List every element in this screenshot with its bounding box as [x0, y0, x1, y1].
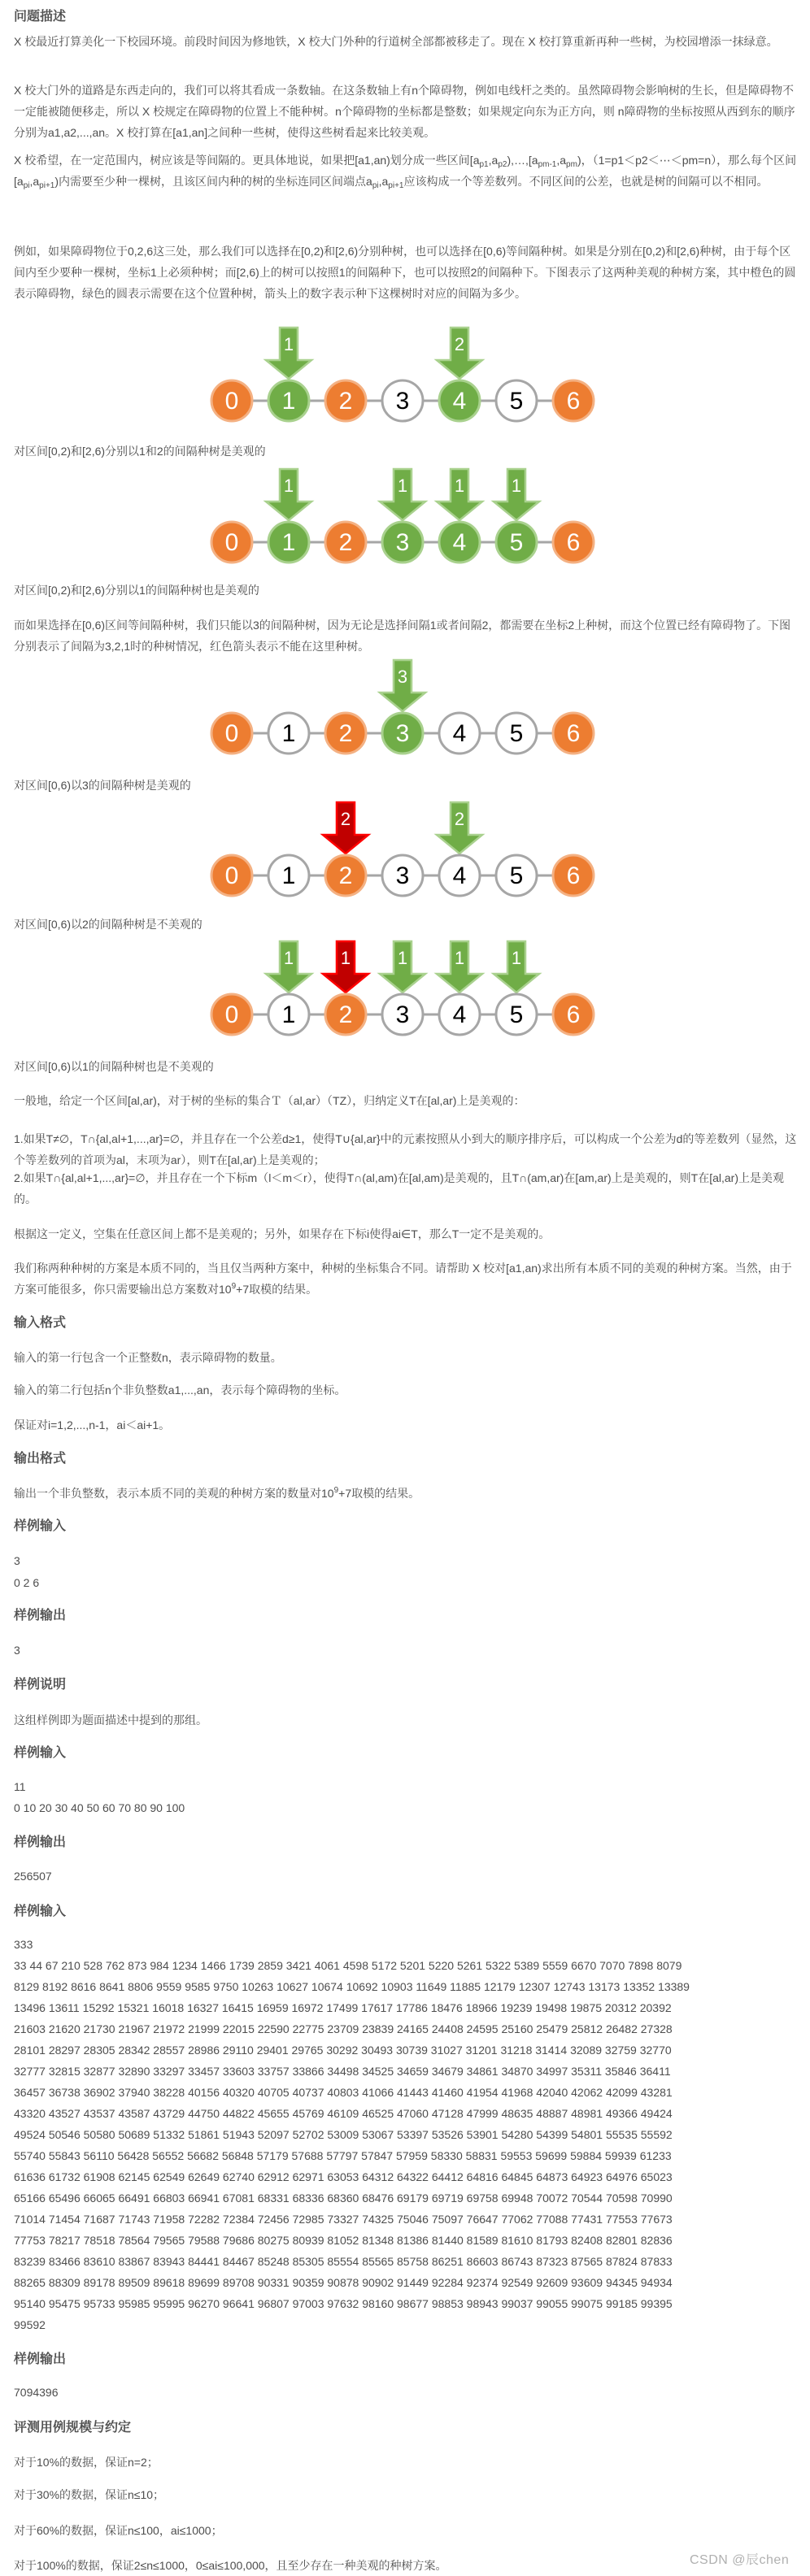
sample-3-input-line: 36457 36738 36902 37940 38228 40156 40320 40705 40737 40803 41066 41443 41460 41954 41968 42040 42062 42099 43281 [14, 2086, 673, 2099]
svg-text:6: 6 [566, 529, 581, 556]
sample-3-input-line: 28101 28297 28305 28342 28557 28986 29110 29401 29765 30292 30493 30739 31027 31201 31218 31414 32089 32759 32770 [14, 2044, 672, 2057]
sample-3-input-line: 21603 21620 21730 21967 21972 21999 22015 22590 22775 23709 23839 24165 24408 24595 25160 25479 25812 26482 27328 [14, 2022, 673, 2035]
sample-1-input-heading: 样例输入 [14, 1519, 67, 1533]
definition-rule-2: 2.如果T∩{al,al+1,...,ar}=∅，并且存在一个下标m（l＜m＜r），使得T∩(al,am)在[al,am)是美观的，且T∩(am,ar)在[am,ar)上是美观的，则T在[al,ar)上是美观的。 [14, 1171, 785, 1205]
obstacle-node [325, 522, 366, 563]
diagram-1 [195, 324, 618, 445]
sample-1-input-line-1: 3 [14, 1554, 20, 1567]
sample-2-output: 256507 [14, 1870, 52, 1883]
svg-text:2: 2 [338, 862, 353, 889]
obstacle-node [211, 994, 252, 1035]
svg-text:3: 3 [395, 720, 410, 747]
green-arrow-icon [266, 469, 311, 520]
obstacle-node [553, 380, 594, 421]
diagram-2 [195, 465, 618, 587]
svg-text:1: 1 [281, 529, 296, 556]
empty-node [268, 713, 309, 754]
tree-node [496, 522, 537, 563]
sample-3-input-line: 99592 [14, 2318, 46, 2331]
paragraph-example: 例如，如果障碍物位于0,2,6这三处，那么我们可以选择在[0,2)和[2,6)分别种树，也可以选择在[0,6)等间隔种树。如果是分别在[0,2)和[2,6)种树，由于每个区间内至少要种一棵树，坐标1上必须种树；而[2,6)上的树可以按照1的间隔种下，也可以按照2的间隔种下。下图表示了这两种美观的种树方案，其中橙色的圆表示障碍物，绿色的圆表示需要在这个位置种树，箭头上的数字表示种下这棵树时对应的间隔为多少。 [14, 245, 796, 300]
input-format-line-2: 输入的第二行包括n个非负整数a1,...,an，表示每个障碍物的坐标。 [14, 1384, 346, 1397]
sample-explain-text: 这组样例即为题面描述中提到的那组。 [14, 1714, 207, 1727]
svg-text:6: 6 [566, 1001, 581, 1028]
svg-text:1: 1 [281, 720, 296, 747]
tree-node [382, 713, 423, 754]
empty-node [382, 380, 423, 421]
svg-text:1: 1 [281, 388, 296, 415]
paragraph-intervals: X 校希望，在一定范围内，树应该是等间隔的。更具体地说，如果把[a1,an)划分成一些区间$[a_{p1},a_{p2}),\dots,[a_{pm-1},a_{pm})$，（1=p1＜p2＜⋯＜pm=n），那么每个区间$[a_{pi},a_{pi+1})$内需要至少种一棵树，且该区间内种的树的坐标连同区间端点$a_{pi},a_{pi+1}$应该构成一个等差数列。不同区间的公差，也就是树的间隔可以不相同。 [14, 154, 797, 190]
sample-1-output-heading: 样例输出 [14, 1609, 67, 1622]
input-format-line-3: 保证对i=1,2,...,n-1，ai＜ai+1。 [14, 1418, 171, 1431]
svg-text:2: 2 [338, 720, 353, 747]
green-arrow-icon [494, 469, 539, 520]
sample-3-input-line: 33 44 67 210 528 762 873 984 1234 1466 1739 2859 3421 4061 4598 5172 5201 5220 5261 5322 5389 5559 6670 7070 7898 8079 [14, 1959, 682, 1972]
paragraph-definition: 一般地，给定一个区间[al,ar)，对于树的坐标的集合Ｔ（al,ar）（TZ），归纳定义T在[al,ar)上是美观的： [14, 1094, 525, 1107]
sample-3-output-heading: 样例输出 [14, 2352, 67, 2366]
tree-node [439, 380, 480, 421]
svg-text:4: 4 [452, 388, 467, 415]
svg-text:5: 5 [509, 862, 524, 889]
paragraph-road: X 校大门外的道路是东西走向的，我们可以将其看成一条数轴。在这条数轴上有n个障碍物，例如电线杆之类的。虽然障碍物会影响树的生长，但是障碍物不一定能被随便移走，所以 X 校规定在障碍物的位置上不能种树。n个障碍物的坐标都是整数；如果规定向东为正方向，则 n障碍物的坐标按照从西到东的顺序分别为a1,a2,...,an。X 校打算在[a1,an]之间种一些树，使得这些树看起来比较美观。 [14, 84, 795, 139]
empty-node [439, 994, 480, 1035]
svg-text:4: 4 [452, 862, 467, 889]
svg-text:1: 1 [283, 948, 294, 968]
svg-text:2: 2 [454, 809, 465, 829]
red-arrow-icon [323, 802, 368, 854]
svg-text:2: 2 [338, 529, 353, 556]
sample-3-input-line: 88265 88309 89178 89509 89618 89699 89708 90331 90359 90878 90902 91449 92284 92374 92549 92609 93609 94345 94934 [14, 2276, 673, 2289]
sample-3-input-line: 49524 50546 50580 50689 51332 51861 51943 52097 52702 53009 53067 53397 53526 53901 54280 54399 54801 55535 55592 [14, 2128, 673, 2141]
empty-node [496, 994, 537, 1035]
sample-3-input-n: 333 [14, 1938, 33, 1951]
svg-text:1: 1 [511, 948, 522, 968]
svg-text:6: 6 [566, 862, 581, 889]
sample-3-input-line: 43320 43527 43537 43587 43729 44750 44822 45655 45769 46109 46525 47060 47128 47999 48635 48887 48981 49366 49424 [14, 2107, 673, 2120]
sample-3-input-line: 55740 55843 56110 56428 56552 56682 56848 57179 57688 57797 57847 57959 58330 58831 59553 59699 59884 59939 61233 [14, 2149, 672, 2162]
svg-text:4: 4 [452, 529, 467, 556]
paragraph-corollary: 根据这一定义，空集在任意区间上都不是美观的；另外，如果存在下标i使得ai∈T，那么T一定不是美观的。 [14, 1227, 551, 1240]
tree-node [439, 522, 480, 563]
tree-node [382, 522, 423, 563]
obstacle-node [553, 855, 594, 896]
svg-text:3: 3 [397, 667, 408, 687]
obstacle-node [211, 380, 252, 421]
green-arrow-icon [380, 660, 425, 711]
empty-node [268, 855, 309, 896]
green-arrow-icon [437, 328, 482, 379]
svg-text:1: 1 [340, 948, 351, 968]
sample-3-input-line: 65166 65496 66065 66491 66803 66941 67081 68331 68336 68360 68476 69179 69719 69758 69948 70072 70544 70598 70990 [14, 2192, 673, 2205]
svg-text:1: 1 [454, 948, 465, 968]
red-arrow-icon [323, 941, 368, 993]
svg-text:1: 1 [397, 948, 408, 968]
constraints-heading: 评测用例规模与约定 [14, 2421, 132, 2435]
green-arrow-icon [380, 469, 425, 520]
tree-node [268, 380, 309, 421]
sample-3-input-line: 61636 61732 61908 62145 62549 62649 62740 62912 62971 63053 64312 64322 64412 64816 64845 64873 64923 64976 65023 [14, 2170, 673, 2183]
green-arrow-icon [380, 941, 425, 993]
svg-text:0: 0 [224, 862, 239, 889]
svg-text:3: 3 [395, 862, 410, 889]
svg-text:0: 0 [224, 1001, 239, 1028]
diagram-caption-4: 对区间[0,6)以2的间隔种树是不美观的 [14, 918, 202, 931]
definition-rule-1: 1.如果T≠∅，T∩{al,al+1,...,ar}=∅，并且存在一个公差d≥1，使得T∪{al,ar}中的元素按照从小到大的顺序排序后，可以构成一个公差为d的等差数列（显然，这个等差数列的首项为al，末项为ar），则T在[al,ar)上是美观的； [14, 1132, 797, 1166]
sample-3-output: 7094396 [14, 2386, 59, 2399]
empty-node [382, 994, 423, 1035]
svg-text:5: 5 [509, 388, 524, 415]
constraint-line-1: 对于10%的数据，保证n=2； [14, 2456, 159, 2469]
page-title: 问题描述 [14, 10, 67, 24]
svg-text:6: 6 [566, 388, 581, 415]
diagram-caption-2: 对区间[0,2)和[2,6)分别以1的间隔种树也是美观的 [14, 584, 259, 597]
svg-text:0: 0 [224, 388, 239, 415]
output-format-heading: 输出格式 [14, 1452, 67, 1466]
sample-2-output-heading: 样例输出 [14, 1835, 67, 1849]
obstacle-node [325, 994, 366, 1035]
svg-text:6: 6 [566, 720, 581, 747]
obstacle-node [553, 713, 594, 754]
svg-text:2: 2 [338, 1001, 353, 1028]
obstacle-node [553, 994, 594, 1035]
sample-2-input-line-1: 11 [14, 1780, 26, 1793]
svg-text:1: 1 [454, 476, 465, 496]
input-format-heading: 输入格式 [14, 1316, 67, 1330]
obstacle-node [211, 855, 252, 896]
constraint-line-2: 对于30%的数据，保证n≤10； [14, 2488, 165, 2501]
sample-3-input-line: 77753 78217 78518 78564 79565 79588 79686 80275 80939 81052 81348 81386 81440 81589 81610 81793 82408 82801 82836 [14, 2234, 673, 2247]
empty-node [496, 713, 537, 754]
green-arrow-icon [437, 802, 482, 854]
sample-2-input-heading: 样例输入 [14, 1746, 67, 1760]
obstacle-node [553, 522, 594, 563]
sample-3-input-line: 95140 95475 95733 95985 95995 96270 96641 96807 97003 97632 98160 98677 98853 98943 99037 99055 99075 99185 99395 [14, 2297, 673, 2310]
sample-3-input-line: 83239 83466 83610 83867 83943 84441 84467 85248 85305 85554 85565 85758 86251 86603 86743 87323 87565 87824 87833 [14, 2255, 673, 2268]
svg-text:2: 2 [338, 388, 353, 415]
svg-text:5: 5 [509, 720, 524, 747]
sample-3-input-line: 71014 71454 71687 71743 71958 72282 72384 72456 72985 73327 74325 75046 75097 76647 77062 77088 77431 77553 77673 [14, 2213, 673, 2226]
output-format-line-1: 输出一个非负整数，表示本质不同的美观的种树方案的数量对$10^9+7$取模的结果。 [14, 1486, 420, 1500]
paragraph-equal-interval: 而如果选择在[0,6)区间等间隔种树，我们只能以3的间隔种树，因为无论是选择间隔1或者间隔2，都需要在坐标2上种树，而这个位置已经有障碍物了。下图分别表示了间隔为3,2,1时的种树情况，红色箭头表示不能在这里种树。 [14, 619, 791, 653]
sample-3-input-line: 13496 13611 15292 15321 16018 16327 16415 16959 16972 17499 17617 17786 18476 18966 19239 19498 19875 20312 20392 [14, 2001, 672, 2014]
svg-text:5: 5 [509, 1001, 524, 1028]
paragraph-task: 我们称两种种树的方案是本质不同的，当且仅当两种方案中，种树的坐标集合不同。请帮助 X 校对[a1,an)求出所有本质不同的美观的种树方案。当然，由于方案可能很多，你只需要输出总方案数对$10^9+7$取模的结果。 [14, 1262, 792, 1296]
diagram-3 [195, 656, 618, 778]
obstacle-node [211, 522, 252, 563]
svg-text:3: 3 [395, 388, 410, 415]
svg-text:3: 3 [395, 1001, 410, 1028]
svg-text:0: 0 [224, 720, 239, 747]
obstacle-node [211, 713, 252, 754]
csdn-watermark: CSDN @辰chen [690, 2553, 790, 2567]
svg-text:2: 2 [454, 334, 465, 354]
diagram-5 [195, 937, 618, 1059]
obstacle-node [325, 380, 366, 421]
diagram-caption-5: 对区间[0,6)以1的间隔种树也是不美观的 [14, 1060, 214, 1073]
svg-text:4: 4 [452, 720, 467, 747]
green-arrow-icon [266, 328, 311, 379]
svg-text:3: 3 [395, 529, 410, 556]
green-arrow-icon [266, 941, 311, 993]
sample-1-input-line-2: 0 2 6 [14, 1576, 40, 1589]
svg-text:1: 1 [283, 334, 294, 354]
svg-text:1: 1 [281, 862, 296, 889]
sample-3-input-values [14, 1955, 803, 2335]
empty-node [382, 855, 423, 896]
empty-node [439, 713, 480, 754]
tree-node [268, 522, 309, 563]
svg-text:5: 5 [509, 529, 524, 556]
sample-2-input-line-2: 0 10 20 30 40 50 60 70 80 90 100 [14, 1801, 185, 1814]
green-arrow-icon [437, 469, 482, 520]
sample-1-output: 3 [14, 1644, 20, 1657]
green-arrow-icon [437, 941, 482, 993]
paragraph-intro: X 校最近打算美化一下校园环境。前段时间因为修地铁，X 校大门外种的行道树全部都被移走了。现在 X 校打算重新再种一些树，为校园增添一抹绿意。 [14, 35, 778, 48]
svg-text:1: 1 [397, 476, 408, 496]
empty-node [496, 855, 537, 896]
constraint-line-4: 对于100%的数据，保证2≤n≤1000，0≤ai≤100,000，且至少存在一种美观的种树方案。 [14, 2559, 447, 2572]
sample-3-input-heading: 样例输入 [14, 1905, 67, 1918]
empty-node [496, 380, 537, 421]
diagram-caption-3: 对区间[0,6)以3的间隔种树是美观的 [14, 779, 191, 792]
diagram-caption-1: 对区间[0,2)和[2,6)分别以1和2的间隔种树是美观的 [14, 445, 266, 458]
sample-explain-heading: 样例说明 [14, 1678, 67, 1692]
input-format-line-1: 输入的第一行包含一个正整数n，表示障碍物的数量。 [14, 1351, 282, 1364]
svg-text:4: 4 [452, 1001, 467, 1028]
empty-node [268, 994, 309, 1035]
obstacle-node [325, 713, 366, 754]
svg-text:2: 2 [340, 809, 351, 829]
svg-text:1: 1 [511, 476, 522, 496]
constraint-line-3: 对于60%的数据，保证n≤100，ai≤1000； [14, 2524, 223, 2537]
green-arrow-icon [494, 941, 539, 993]
obstacle-node [325, 855, 366, 896]
sample-3-input-line: 32777 32815 32877 32890 33297 33457 33603 33757 33866 34498 34525 34659 34679 34861 34870 34997 35311 35846 36411 [14, 2065, 671, 2078]
svg-text:1: 1 [283, 476, 294, 496]
svg-text:1: 1 [281, 1001, 296, 1028]
diagram-4 [195, 798, 618, 920]
empty-node [439, 855, 480, 896]
svg-text:0: 0 [224, 529, 239, 556]
sample-3-input-line: 8129 8192 8616 8641 8806 9559 9585 9750 10263 10627 10674 10692 10903 11649 11885 12179 12307 12743 13173 13352 13389 [14, 1980, 690, 1993]
